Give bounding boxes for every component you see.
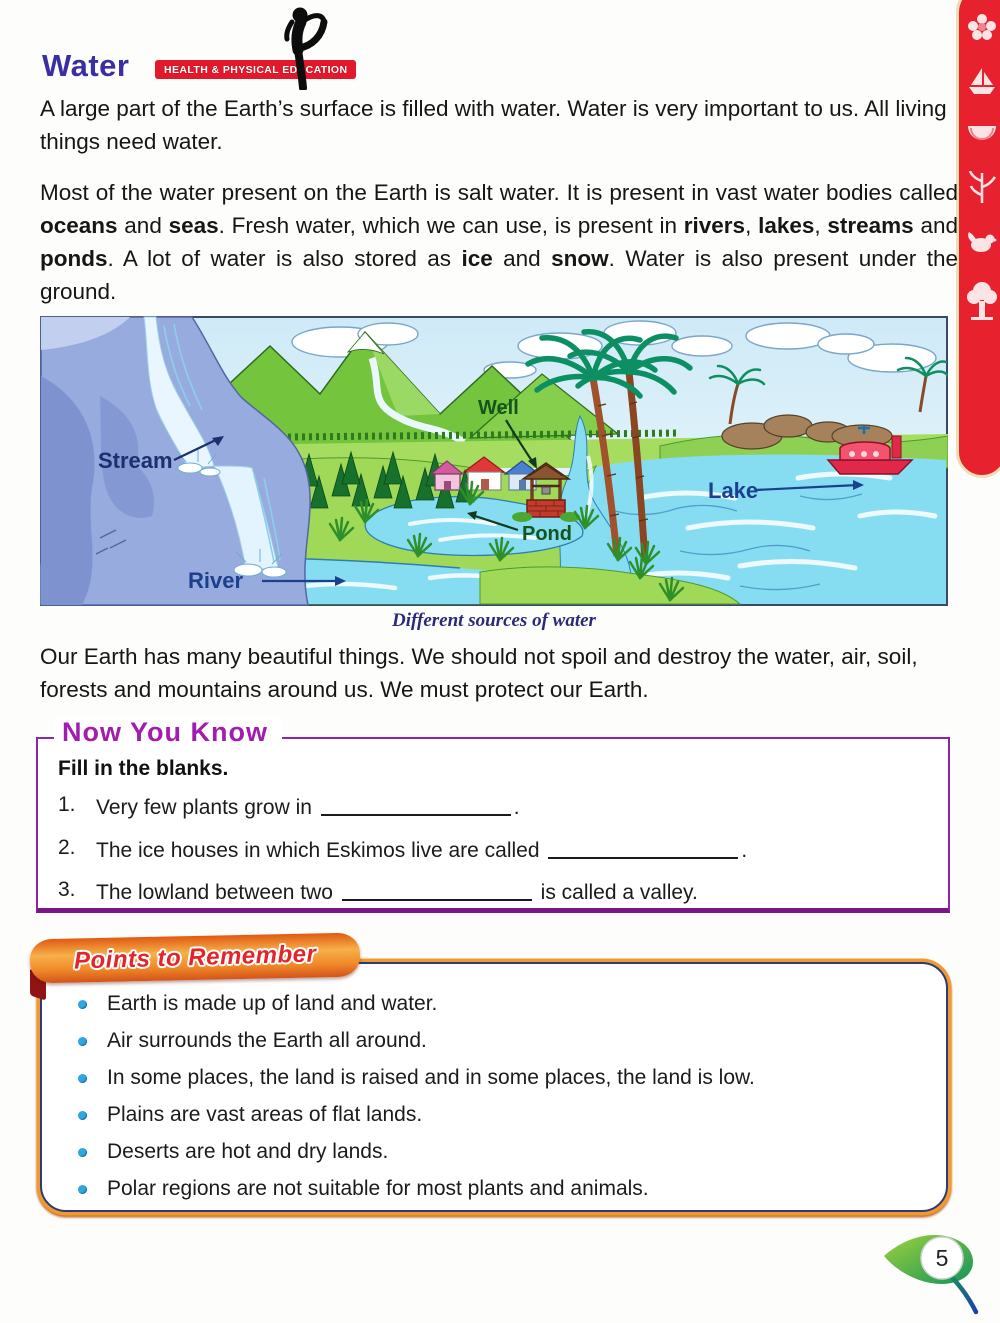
item-number: 3. xyxy=(58,878,76,901)
houses xyxy=(431,457,539,490)
fill-blank-item xyxy=(58,836,928,863)
pond-label: Pond xyxy=(522,523,572,545)
water-bodies-paragraph: Most of the water present on the Earth is salt water. It is present in vast water bodies called oceans and seas. Fresh water, which we can use, is present in rivers, lakes, streams and ponds. A lot of water is also stored as ice and snow. Water is also present under the ground. xyxy=(40,180,958,304)
intro-paragraph: A large part of the Earth’s surface is filled with water. Water is very important to us. All living things need water. xyxy=(40,96,947,154)
points-to-remember-box xyxy=(40,962,948,1212)
point-text: Polar regions are not suitable for most plants and animals. xyxy=(107,1177,649,1200)
protect-earth-paragraph: Our Earth has many beautiful things. We should not spoil and destroy the water, air, soil, forests and mountains around us. We must protect our Earth. xyxy=(40,644,918,702)
point-item xyxy=(70,1177,920,1201)
bullet-icon xyxy=(78,1148,87,1157)
sailboat-icon xyxy=(967,67,997,97)
point-text: Air surrounds the Earth all around. xyxy=(107,1029,427,1052)
plant-icon xyxy=(967,171,997,205)
dancer-silhouette-icon xyxy=(278,0,336,90)
point-item xyxy=(70,1066,920,1090)
point-item xyxy=(70,1029,920,1053)
page-title: Water xyxy=(42,48,130,83)
fill-blank-item xyxy=(58,793,928,820)
tree-icon xyxy=(966,281,998,321)
lake-label: Lake xyxy=(708,478,759,503)
page-number-leaf xyxy=(880,1218,990,1318)
fill-blank-item xyxy=(58,878,928,905)
page-number: 5 xyxy=(935,1245,949,1271)
points-to-remember-heading: Points to Remember xyxy=(73,940,317,975)
item-number: 2. xyxy=(58,835,76,859)
subject-badge: HEALTH & PHYSICAL EDUCATION xyxy=(155,60,356,79)
item-number: 1. xyxy=(58,793,76,816)
points-to-remember-ribbon xyxy=(30,933,361,984)
item-text: Very few plants grow in . xyxy=(96,796,520,819)
bird-icon xyxy=(967,231,997,255)
bullet-icon xyxy=(78,1074,87,1083)
point-text: Plains are vast areas of flat lands. xyxy=(107,1103,423,1126)
now-you-know-heading: Now You Know xyxy=(54,717,282,748)
points-list xyxy=(70,992,920,1214)
point-item xyxy=(70,1103,920,1127)
point-item xyxy=(70,1140,920,1164)
well-label: Well xyxy=(478,397,519,419)
item-text: The lowland between two is called a valley. xyxy=(96,881,698,904)
item-text: The ice houses in which Eskimos live are called . xyxy=(96,838,748,862)
now-you-know-box xyxy=(36,717,950,913)
fill-in-blanks-list xyxy=(58,793,928,921)
flower-icon xyxy=(967,13,997,41)
bullet-icon xyxy=(78,1111,87,1120)
bullet-icon xyxy=(78,1185,87,1194)
bullet-icon xyxy=(78,1037,87,1046)
point-text: Deserts are hot and dry lands. xyxy=(107,1140,389,1163)
decorative-side-strip xyxy=(956,0,1000,478)
watermelon-icon xyxy=(967,123,997,145)
figure-caption: Different sources of water xyxy=(392,610,596,631)
river-label: River xyxy=(188,568,244,593)
stream-label: Stream xyxy=(98,448,173,473)
bullet-icon xyxy=(78,1000,87,1009)
water-sources-illustration xyxy=(40,316,948,606)
point-text: In some places, the land is raised and in some places, the land is low. xyxy=(107,1066,755,1089)
point-item xyxy=(70,992,920,1016)
fill-in-blanks-heading: Fill in the blanks. xyxy=(58,757,229,780)
point-text: Earth is made up of land and water. xyxy=(107,992,438,1015)
